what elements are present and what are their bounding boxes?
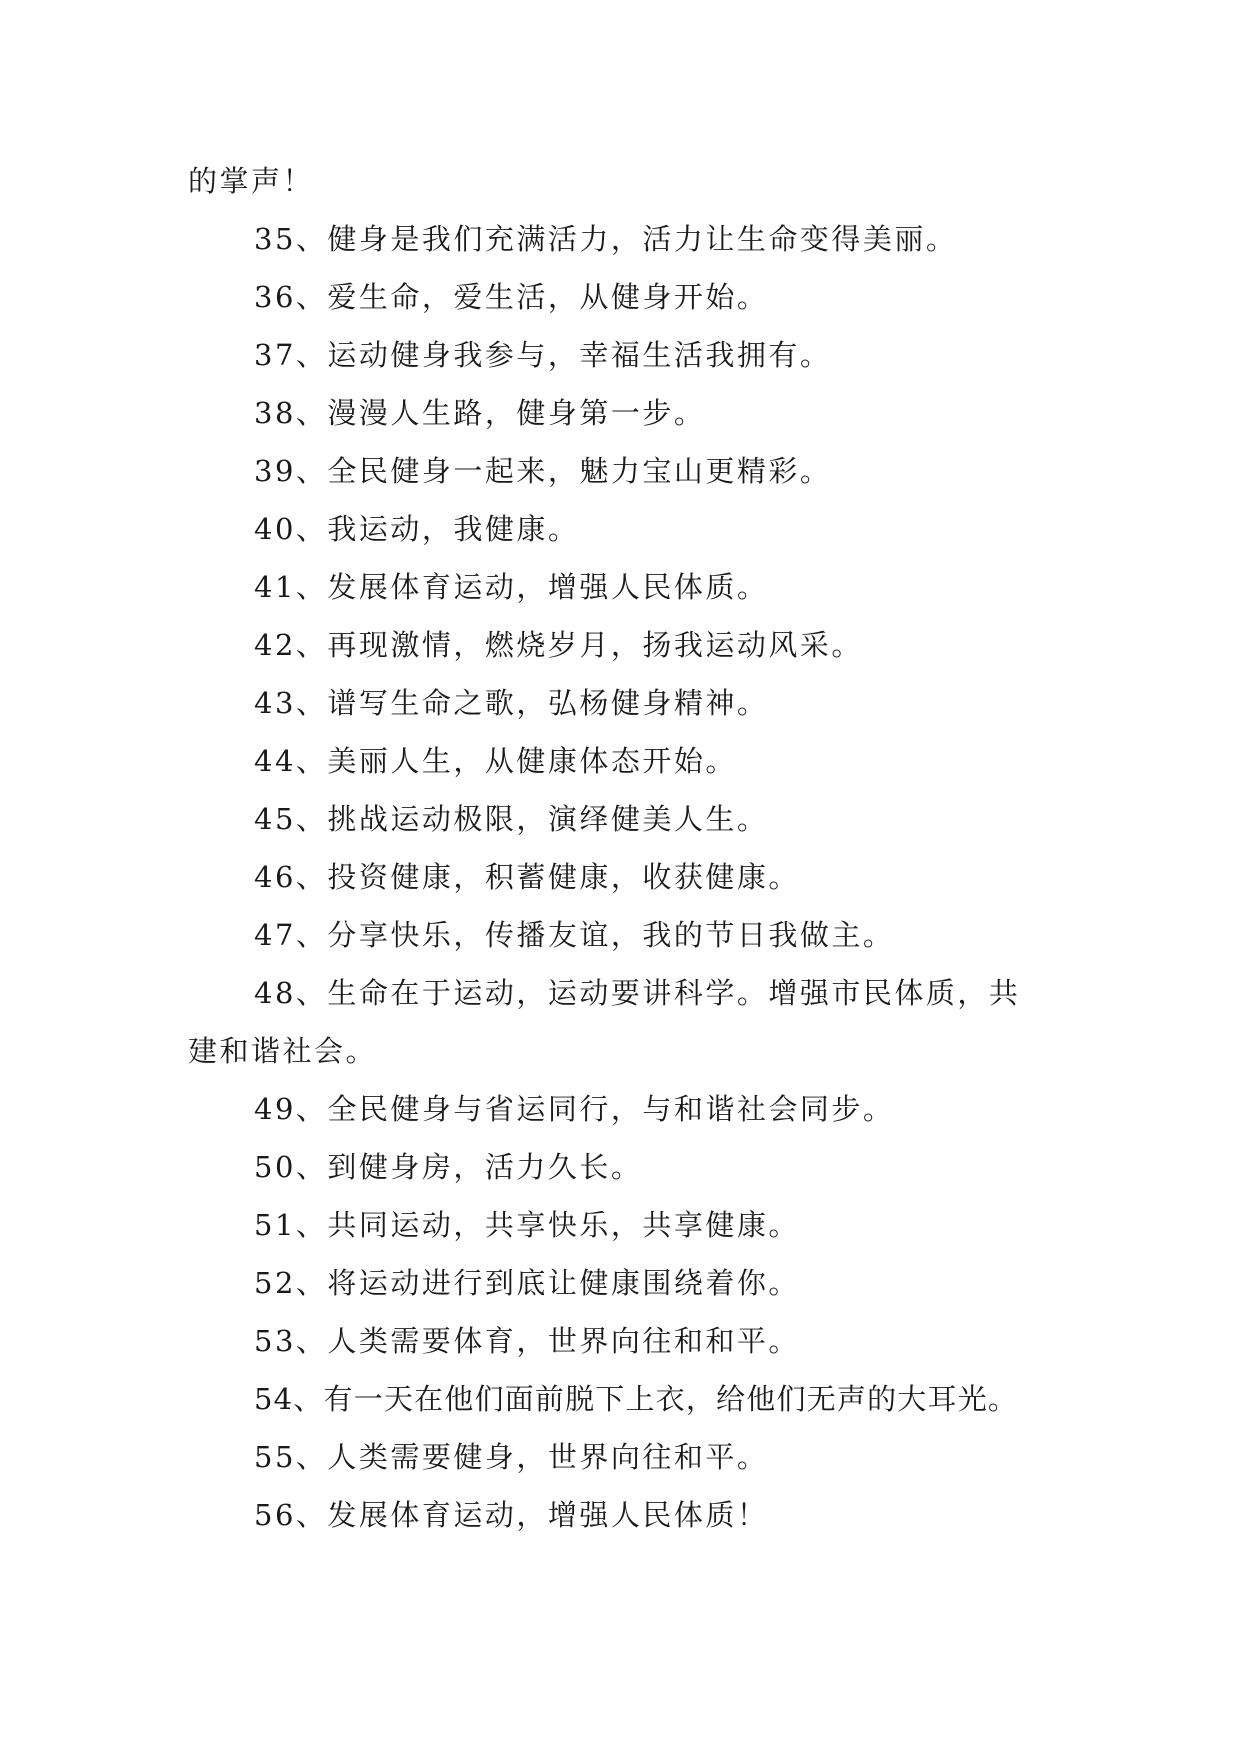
slogan-item-42: 42、再现激情，燃烧岁月，扬我运动风采。 — [254, 628, 863, 662]
slogan-item-49: 49、全民健身与省运同行，与和谐社会同步。 — [254, 1092, 895, 1126]
slogan-item-54: 54、有一天在他们面前脱下上衣，给他们无声的大耳光。 — [254, 1382, 1019, 1416]
slogan-item-44: 44、美丽人生，从健康体态开始。 — [254, 744, 737, 778]
slogan-item-39: 39、全民健身一起来，魅力宝山更精彩。 — [254, 454, 832, 488]
slogan-item-38: 38、漫漫人生路，健身第一步。 — [254, 396, 706, 430]
slogan-item-55: 55、人类需要健身，世界向往和平。 — [254, 1440, 769, 1474]
slogan-item-40: 40、我运动，我健康。 — [254, 512, 580, 546]
slogan-item-41: 41、发展体育运动，增强人民体质。 — [254, 570, 769, 604]
slogan-item-48-continued: 建和谐社会。 — [188, 1034, 378, 1068]
slogan-item-48: 48、生命在于运动，运动要讲科学。增强市民体质，共 — [254, 976, 1021, 1010]
slogan-item-35: 35、健身是我们充满活力，活力让生命变得美丽。 — [254, 222, 958, 256]
slogan-item-37: 37、运动健身我参与，幸福生活我拥有。 — [254, 338, 832, 372]
slogan-item-47: 47、分享快乐，传播友谊，我的节日我做主。 — [254, 918, 895, 952]
slogan-item-50: 50、到健身房，活力久长。 — [254, 1150, 643, 1184]
slogan-item-45: 45、挑战运动极限，演绎健美人生。 — [254, 802, 769, 836]
slogan-item-53: 53、人类需要体育，世界向往和和平。 — [254, 1324, 800, 1358]
slogan-item-52: 52、将运动进行到底让健康围绕着你。 — [254, 1266, 800, 1300]
slogan-item-56: 56、发展体育运动，增强人民体质！ — [254, 1498, 769, 1532]
text-line: 的掌声！ — [188, 164, 315, 198]
body-text — [188, 152, 1058, 1544]
slogan-item-43: 43、谱写生命之歌，弘杨健身精神。 — [254, 686, 769, 720]
slogan-item-36: 36、爱生命，爱生活，从健身开始。 — [254, 280, 769, 314]
slogan-item-51: 51、共同运动，共享快乐，共享健康。 — [254, 1208, 800, 1242]
slogan-item-46: 46、投资健康，积蓄健康，收获健康。 — [254, 860, 800, 894]
